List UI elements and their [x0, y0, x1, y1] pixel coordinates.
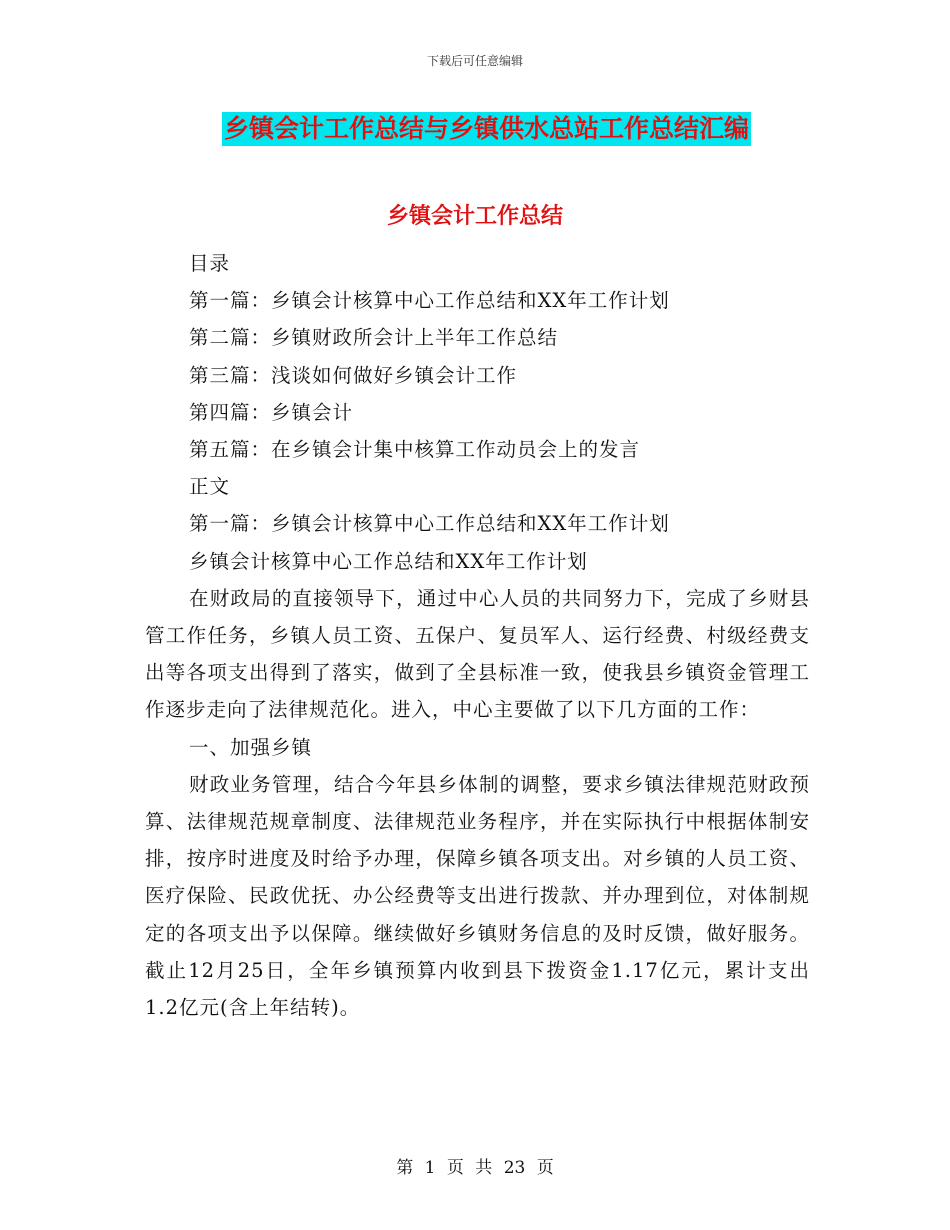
paragraph: 在财政局的直接领导下，通过中心人员的共同努力下，完成了乡财县管工作任务，乡镇人员工资、五保户、复员军人、运行经费、村级经费支出等各项支出得到了落实，做到了全县标准一致，使我县乡镇资金管理工作逐步走向了法律规范化。进入，中心主要做了以下几方面的工作： [145, 586, 810, 722]
sub-title: 乡镇会计工作总结 [386, 204, 563, 229]
body-heading: 正文 [189, 475, 231, 499]
page-number: 第 1 页 共 23 页 [396, 1158, 554, 1178]
document-body [145, 245, 810, 1026]
toc-heading: 目录 [189, 252, 231, 275]
chapter-title: 第一篇：乡镇会计核算中心工作总结和XX年工作计划 [189, 512, 670, 536]
header-note: 下载后可任意编辑 [426, 54, 523, 68]
toc-item: 第二篇：乡镇财政所会计上半年工作总结 [189, 326, 559, 350]
section-title: 一、加强乡镇 [189, 735, 313, 759]
main-title: 乡镇会计工作总结与乡镇供水总站工作总结汇编 [222, 112, 751, 146]
toc-item: 第一篇：乡镇会计核算中心工作总结和XX年工作计划 [189, 289, 670, 313]
article-title: 乡镇会计核算中心工作总结和XX年工作计划 [189, 549, 588, 573]
paragraph: 财政业务管理，结合今年县乡体制的调整，要求乡镇法律规范财政预算、法律规范规章制度、法律规范业务程序，并在实际执行中根据体制安排，按序时进度及时给予办理，保障乡镇各项支出。对乡镇的人员工资、医疗保险、民政优抚、办公经费等支出进行拨款、并办理到位，对体制规定的各项支出予以保障。继续做好乡镇财务信息的及时反馈，做好服务。截止12月25日，全年乡镇预算内收到县下拨资金1.17亿元，累计支出1.2亿元(含上年结转)。 [145, 772, 810, 1020]
toc-item: 第四篇：乡镇会计 [189, 400, 354, 424]
toc-item: 第五篇：在乡镇会计集中核算工作动员会上的发言 [189, 438, 641, 462]
toc-item: 第三篇：浅谈如何做好乡镇会计工作 [189, 363, 518, 387]
